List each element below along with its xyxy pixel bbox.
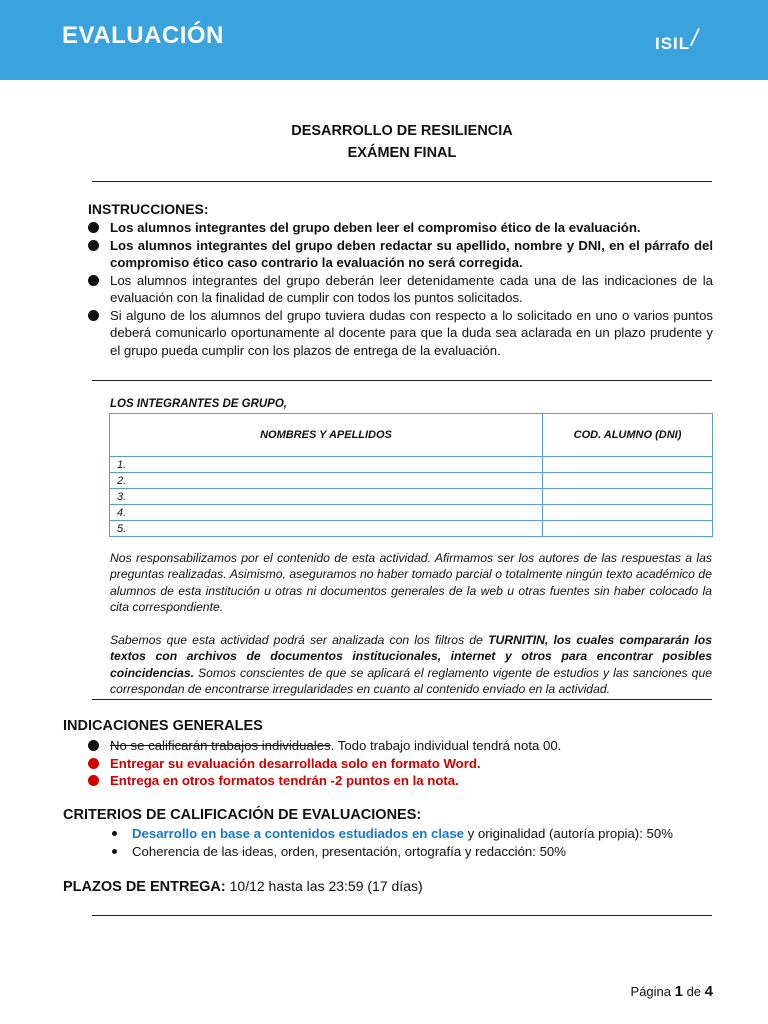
group-label: LOS INTEGRANTES DE GRUPO, [110,398,287,410]
bullet-icon [88,240,99,251]
code-cell[interactable] [543,457,713,473]
general-list [88,737,713,790]
divider [92,181,712,182]
criteria-item: Desarrollo en base a contenidos estudiados en clase y originalidad (autoría propia): 50% [110,825,713,843]
table-row [110,521,713,537]
bullet-icon [88,275,99,286]
deadline: PLAZOS DE ENTREGA: 10/12 hasta las 23:59 (17 días) [63,878,423,895]
divider [92,915,712,916]
criteria-list [110,825,713,860]
code-cell[interactable] [543,473,713,489]
row-number: 5. [110,521,543,537]
document-title: DESARROLLO DE RESILIENCIA [291,123,513,139]
bullet-icon [88,222,99,233]
table-header-row [110,414,713,457]
row-number: 3. [110,489,543,505]
header-title: EVALUACIÓN [62,22,224,49]
bullet-icon [88,310,99,321]
table-row [110,505,713,521]
header-bar [0,0,768,80]
criteria-heading: CRITERIOS DE CALIFICACIÓN DE EVALUACIONES: [63,807,422,823]
row-number: 1. [110,457,543,473]
bullet-icon [88,775,99,786]
commitment-paragraph-2: Sabemos que esta actividad podrá ser analizada con los filtros de TURNITIN, los cuales compararán los textos con archivos de documentos institucionales, internet y otros para encontrar posibles coincidencias. Somos conscientes de que se aplicará el reglamento vigente de estudios y las sanciones que correspondan de encontrarse irregularidades en cuanto al contenido enviado en la actividad. [110,633,712,697]
page-number: Página 1 de 4 [630,983,713,1000]
instruction-item: Si alguno de los alumnos del grupo tuviera dudas con respecto a lo solicitado en uno o varios puntos deberá comunicarlo oportunamente al docente para que la duda sea aclarada en un plazo prudente y el grupo pueda cumplir con los plazos de entrega de la evaluación. [88,307,713,360]
isil-logo [655,25,699,56]
bullet-icon [112,849,117,854]
code-cell[interactable] [543,489,713,505]
code-cell[interactable] [543,505,713,521]
divider [92,699,712,700]
bullet-icon [88,740,99,751]
commitment-paragraph-1: Nos responsabilizamos por el contenido de esta actividad. Afirmamos ser los autores de las respuestas a las preguntas realizadas. Asimismo, aseguramos no haber tomado parcial o totalmente ningún texto académico de alumnos de esta institución u otras ni documentos generales de la web u otras fuentes sin haber colocado la cita correspondiente. [110,551,712,615]
general-item: Entregar su evaluación desarrollada solo en formato Word. [88,755,713,773]
document-subtitle: EXÁMEN FINAL [347,145,457,161]
row-number: 4. [110,505,543,521]
table-row [110,489,713,505]
table-row [110,457,713,473]
row-number: 2. [110,473,543,489]
bullet-icon [88,758,99,769]
instruction-item: Los alumnos integrantes del grupo deben leer el compromiso ético de la evaluación. [88,219,713,237]
general-item: Entrega en otros formatos tendrán -2 puntos en la nota. [88,772,713,790]
members-table [109,413,713,537]
table-row [110,473,713,489]
instruction-item: Los alumnos integrantes del grupo deberán leer detenidamente cada una de las indicaciones de la evaluación con la finalidad de cumplir con todos los puntos solicitados. [88,272,713,307]
logo-slash: / [691,25,699,52]
bullet-icon [112,831,117,836]
general-item: No se calificarán trabajos individuales. Todo trabajo individual tendrá nota 00. [88,737,713,755]
general-heading: INDICACIONES GENERALES [63,718,263,734]
instruction-item: Los alumnos integrantes del grupo deben redactar su apellido, nombre y DNI, en el párrafo del compromiso ético caso contrario la evaluación no será corregida. [88,237,713,272]
divider [92,380,712,381]
column-header-name: NOMBRES Y APELLIDOS [110,414,543,457]
criteria-item: Coherencia de las ideas, orden, presentación, ortografía y redacción: 50% [110,843,713,861]
logo-text: ISIL [655,34,691,53]
code-cell[interactable] [543,521,713,537]
instructions-heading: INSTRUCCIONES: [88,201,209,217]
column-header-code: COD. ALUMNO (DNI) [543,414,713,457]
instructions-list [88,219,713,359]
